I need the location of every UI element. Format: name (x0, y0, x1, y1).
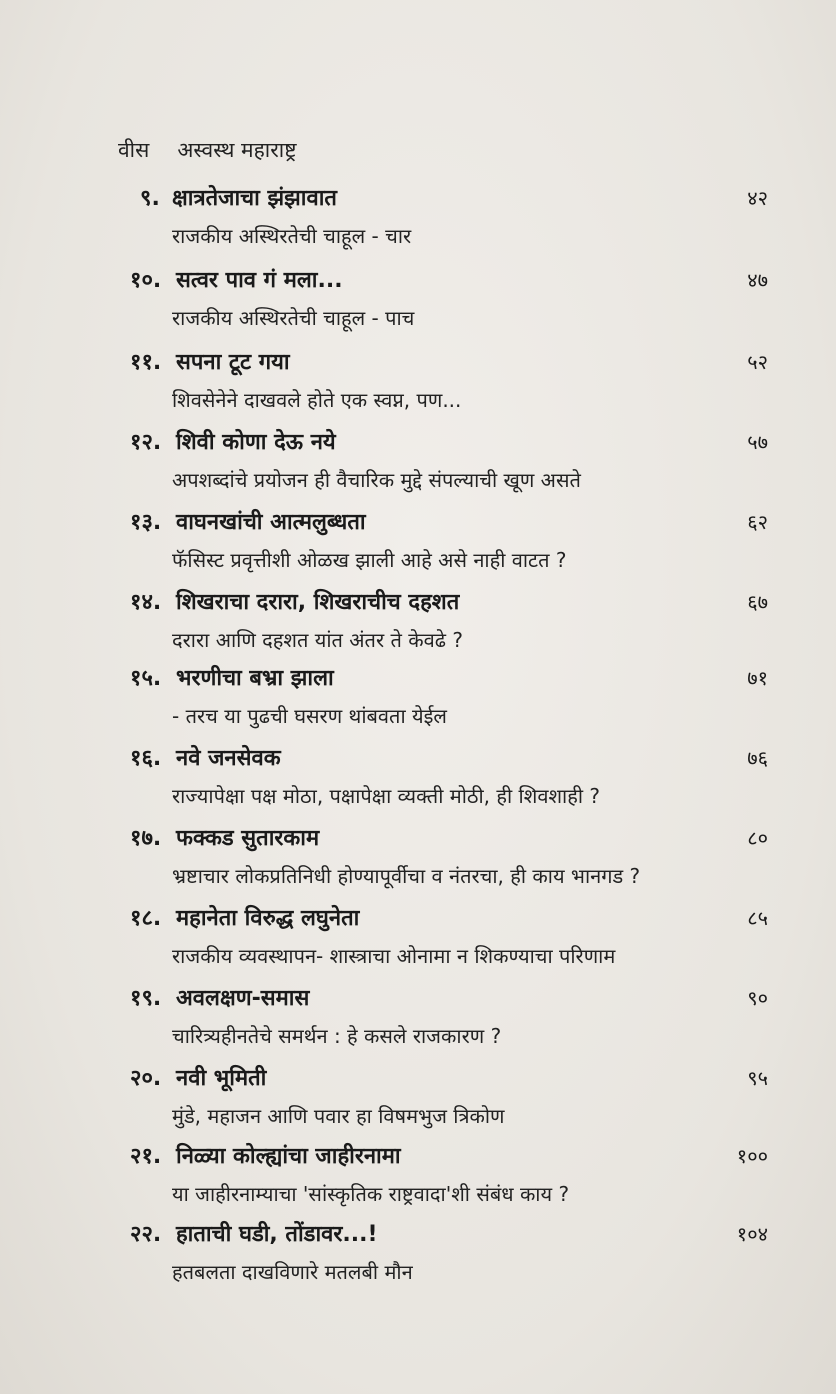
entry-number: १३. (130, 510, 162, 535)
entry-subtitle: हतबलता दाखविणारे मतलबी मौन (172, 1260, 413, 1284)
entry-title: शिखराचा दरारा, शिखराचीच दहशत (176, 590, 460, 615)
entry-page-number: १०० (736, 1144, 768, 1168)
entry-title: क्षात्रतेजाचा झंझावात (172, 186, 337, 211)
entry-title: सपना टूट गया (176, 350, 290, 375)
entry-number: १९. (130, 986, 162, 1011)
entry-number: ९. (140, 186, 160, 211)
book-title: अस्वस्थ महाराष्ट्र (177, 138, 297, 162)
entry-subtitle: भ्रष्टाचार लोकप्रतिनिधी होण्यापूर्वीचा व नंतरचा, ही काय भानगड ? (172, 864, 641, 888)
entry-subtitle: शिवसेनेने दाखवले होते एक स्वप्न, पण... (172, 388, 462, 412)
entry-page-number: ९५ (747, 1066, 768, 1090)
entry-page-number: ६२ (747, 510, 768, 534)
entry-page-number: ५२ (747, 350, 768, 374)
entry-page-number: ९० (747, 986, 768, 1010)
entry-subtitle: राजकीय अस्थिरतेची चाहूल - पाच (172, 306, 415, 330)
entry-number: २१. (130, 1144, 162, 1169)
entry-subtitle: राज्यापेक्षा पक्ष मोठा, पक्षापेक्षा व्यक्ती मोठी, ही शिवशाही ? (172, 784, 601, 808)
entry-subtitle: राजकीय व्यवस्थापन- शास्त्राचा ओनामा न शिकण्याचा परिणाम (172, 944, 616, 968)
entry-number: १८. (130, 906, 162, 931)
entry-number: १७. (130, 826, 162, 851)
entry-title: महानेता विरुद्ध लघुनेता (176, 906, 360, 931)
entry-subtitle: चारित्र्यहीनतेचे समर्थन : हे कसले राजकारण ? (172, 1024, 502, 1048)
entry-page-number: ७१ (747, 666, 768, 690)
entry-page-number: ८५ (747, 906, 768, 930)
entry-number: २०. (130, 1066, 162, 1091)
entry-number: १४. (130, 590, 162, 615)
entry-number: ११. (130, 350, 162, 375)
entry-number: १६. (130, 746, 162, 771)
page-label: वीस (118, 138, 150, 162)
entry-page-number: ८० (747, 826, 768, 850)
entry-number: १५. (130, 666, 162, 691)
entry-number: १२. (130, 430, 162, 455)
entry-page-number: ६७ (747, 590, 768, 614)
running-head (118, 136, 296, 164)
entry-subtitle: - तरच या पुढची घसरण थांबवता येईल (172, 704, 447, 728)
entry-title: नवी भूमिती (176, 1066, 267, 1091)
entry-page-number: ४२ (747, 186, 768, 210)
entry-page-number: ७६ (747, 746, 768, 770)
entry-page-number: १०४ (736, 1222, 768, 1246)
entry-title: नवे जनसेवक (176, 746, 281, 771)
entry-title: हाताची घडी, तोंडावर...! (176, 1222, 378, 1247)
entry-subtitle: दरारा आणि दहशत यांत अंतर ते केवढे ? (172, 628, 463, 652)
entry-title: शिवी कोणा देऊ नये (176, 430, 336, 455)
entry-title: वाघनखांची आत्मलुब्धता (176, 510, 366, 535)
entry-title: सत्वर पाव गं मला... (176, 268, 343, 293)
entry-subtitle: या जाहीरनाम्याचा 'सांस्कृतिक राष्ट्रवादा'शी संबंध काय ? (172, 1182, 570, 1206)
entry-subtitle: फॅसिस्ट प्रवृत्तीशी ओळख झाली आहे असे नाही वाटत ? (172, 548, 567, 572)
entry-page-number: ५७ (747, 430, 768, 454)
entry-number: २२. (130, 1222, 162, 1247)
entry-subtitle: मुंडे, महाजन आणि पवार हा विषमभुज त्रिकोण (172, 1104, 505, 1128)
entry-number: १०. (130, 268, 162, 293)
entry-title: भरणीचा बभ्रा झाला (176, 666, 334, 691)
entry-subtitle: अपशब्दांचे प्रयोजन ही वैचारिक मुद्दे संपल्याची खूण असते (172, 468, 581, 492)
entry-title: निळ्या कोल्ह्यांचा जाहीरनामा (176, 1144, 401, 1169)
entry-title: फक्कड सुतारकाम (176, 826, 320, 851)
entry-page-number: ४७ (747, 268, 768, 292)
entry-title: अवलक्षण-समास (176, 986, 310, 1011)
entry-subtitle: राजकीय अस्थिरतेची चाहूल - चार (172, 224, 412, 248)
